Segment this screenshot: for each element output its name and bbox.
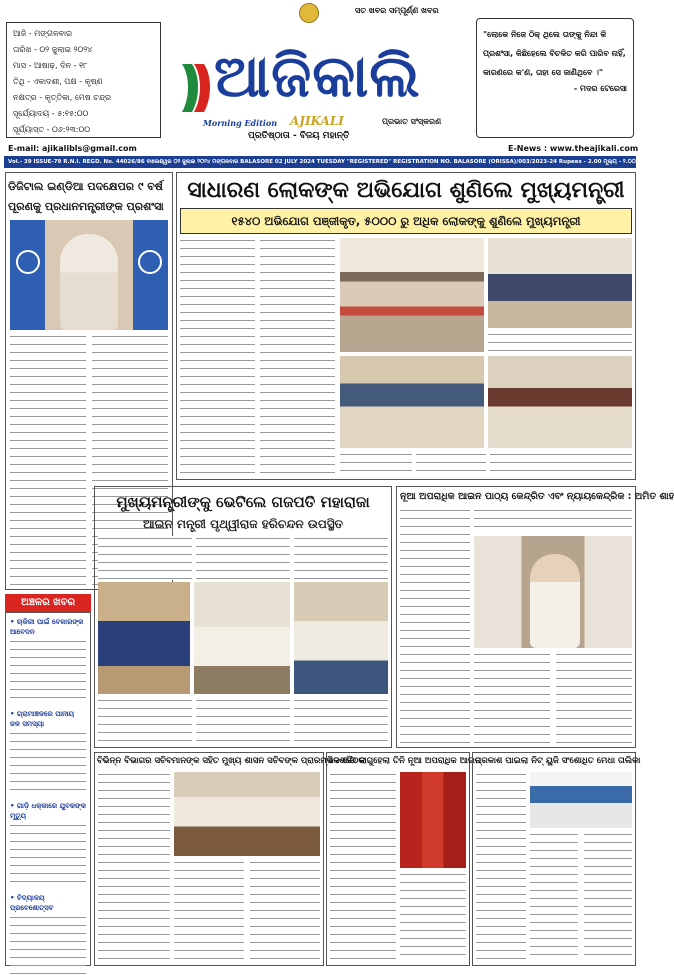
result-photo: [530, 772, 632, 828]
modi-photo: [10, 220, 168, 330]
emblem-icon: [299, 3, 319, 23]
lead-col-5: [416, 452, 486, 476]
left-story-headline-1: ଡିଜିଟାଲ ଇଣ୍ଡିଆ ପଦକ୍ଷେପର ୯ ବର୍ଷ: [8, 180, 163, 193]
lead-subheadline-box: [180, 208, 632, 234]
meeting-col-1: [98, 772, 170, 960]
result-col-1: [476, 772, 526, 960]
grievance-photo-1: [340, 238, 484, 352]
gajapati-col-3: [294, 536, 388, 580]
gajapati-photo-1: [98, 582, 190, 694]
almanac-line-3: ମାସ - ଆଷାଢ଼, ଦିନ - ୧୮: [13, 61, 88, 70]
brief-body-2: [10, 731, 86, 795]
lead-col-6: [490, 452, 632, 476]
brief-body-4: [10, 915, 86, 975]
left-story-body: [10, 334, 86, 586]
quote-author: - ମଦର ଟେରେସା: [573, 84, 627, 93]
wheel-icon-right: [138, 250, 162, 274]
modi-figure: [60, 234, 118, 330]
gajapati-col-1: [98, 536, 192, 580]
grievance-photo-2: [488, 238, 632, 328]
edition-label: Morning Edition: [203, 118, 278, 128]
gajapati-photo-3: [294, 582, 388, 694]
law-col-2: [400, 872, 466, 960]
quote-text: "ଲୋକେ ନିଜେ ଠିକ୍ ଥିଲେ ତାଙ୍କୁ ନିନ୍ଦା କି ପ୍ରଶଂସା, କିଛିହେଲେ ବିଚଳିତ କରି ପାରିବ ନାହିଁ, କାରଣରେ କ'ଣ, ତାହା ସେ ଜାଣିଥିବେ ।": [483, 30, 626, 77]
registration-line: Vol.- 39 ISSUE-79 R.N.I. REGD. No. 44026/86 ବାଲେଶ୍ୱର ୦୨ ଜୁଲାଇ ୨୦୨୪ ମଙ୍ଗଳବାର BALASORE 02 JULY 2024 TUESDAY "REGISTERED" REGISTRATION NO. BALASORE (ORISSA)/003/2023-24 Rupees - 2.00 ମୂଲ୍ୟ - ୨.୦୦: [8, 159, 636, 165]
almanac-line-2: ତାରିଖ - ୦୨ ଜୁଲାଇ ୨୦୨୪: [13, 45, 93, 54]
amit-headline: ନୂଆ ଅପରାଧିକ ଆଇନ ପାଠ୍ୟ କେନ୍ଦ୍ରିତ ଏବଂ ନ୍ୟାୟକେନ୍ଦ୍ରିକ : ଅମିତ ଶାହ: [400, 491, 674, 502]
result-headline: ପ୍ରକାଶ ପାଇଲା ନିଟ୍ ୟୁଜି ସଂଶୋଧିତ ମେଧା ତାଲିକା: [475, 756, 641, 766]
grievance-photo-3: [340, 356, 484, 448]
meeting-headline: ବିଭିନ୍ନ ବିଭାଗର ସଚିବମାନଙ୍କ ସହିତ ମୁଖ୍ୟ ଶାସନ ସଚିବଙ୍କ ପ୍ରାରମ୍ଭିକ ବୈଠକ: [97, 756, 365, 766]
almanac-line-1: ଆଜି - ମଙ୍ଗଳବାର: [13, 29, 73, 38]
lead-col-3: [488, 332, 632, 352]
result-col-2: [530, 832, 578, 960]
enews-address: E-News : www.theajikali.com: [508, 144, 639, 153]
lead-subheadline: ୧୫୪୦ ଅଭିଯୋଗ ପଞ୍ଜୀକୃତ, ୫୦୦୦ ରୁ ଅଧିକ ଲୋକଙ୍କୁ ଶୁଣିଲେ ମୁଖ୍ୟମନ୍ତ୍ରୀ: [231, 214, 581, 228]
almanac-line-7: ସୂର୍ଯ୍ୟାସ୍ତ - ୦୬:୨୩:୦୦: [13, 125, 91, 134]
almanac-line-6: ସୂର୍ଯ୍ୟୋଦୟ - ୫:୧୫:୦୦: [13, 109, 89, 118]
almanac-line-5: ନକ୍ଷତ୍ର - କୃତ୍ତିକା, ମେଷ ଚନ୍ଦ୍ର: [13, 93, 112, 102]
edition-odia: ପ୍ରଭାତ ସଂସ୍କରଣ: [382, 117, 442, 126]
brief-body-3: [10, 823, 86, 887]
lead-col-1: [180, 238, 255, 476]
meeting-photo: [174, 772, 320, 856]
gajapati-col-2: [196, 536, 290, 580]
gajapati-col-5: [196, 698, 290, 744]
law-col-1: [330, 772, 396, 960]
email-address: E-mail: ajikalibls@gmail.com: [8, 144, 137, 153]
meeting-col-2: [174, 860, 244, 960]
lead-col-4: [340, 452, 412, 476]
gajapati-col-4: [98, 698, 192, 744]
brief-box: [5, 612, 91, 966]
quote-box: [476, 18, 634, 138]
amit-col-2: [474, 508, 632, 532]
amit-col-4: [556, 652, 632, 744]
gajapati-photo-2: [194, 582, 290, 694]
brief-item-2: • ଗ୍ରାମାଞ୍ଚଳରେ ପାନୀୟ ଜଳ ସମସ୍ୟା: [10, 710, 75, 728]
wheel-icon-left: [16, 250, 40, 274]
meeting-col-3: [250, 860, 320, 960]
left-story-headline-2: ପୂରଣକୁ ପ୍ରଧାନମନ୍ତ୍ରୀଙ୍କ ପ୍ରଶଂସା: [8, 200, 164, 213]
logo-flag-icon: [178, 58, 214, 118]
gajapati-subheadline: ଆଇନ ମନ୍ତ୍ରୀ ପୃଥ୍ୱୀରାଜ ହରିଚନ୍ଦନ ଉପସ୍ଥିତ: [142, 517, 344, 531]
amit-photo: [474, 536, 632, 648]
brief-item-1: • ଚାକିରୀ ପାଇଁ ବେକାରଙ୍କ ଆବେଦନ: [10, 618, 84, 636]
brief-title: ଅଞ୍ଚଳର ଖବର: [20, 597, 76, 608]
masthead-logo: ଆଜିକାଲି: [214, 42, 421, 110]
brief-title-bar: [5, 594, 91, 612]
lead-headline: ସାଧାରଣ ଲୋକଙ୍କ ଅଭିଯୋଗ ଶୁଣିଲେ ମୁଖ୍ୟମନ୍ତ୍ରୀ: [187, 178, 625, 203]
amit-col-1: [400, 508, 470, 744]
grievance-photo-4: [488, 356, 632, 448]
amit-figure: [530, 554, 580, 648]
gajapati-headline: ମୁଖ୍ୟମନ୍ତ୍ରୀଙ୍କୁ ଭେଟିଲେ ଗଜପତି ମହାରାଜା: [116, 493, 370, 511]
amit-col-3: [474, 652, 550, 744]
law-headline: ଦେଶରେ ଲାଗୁହେଲା ତିନି ନୂଆ ଅପରାଧିକ ଆଇନ: [329, 756, 481, 766]
gajapati-col-6: [294, 698, 388, 744]
brief-item-4: • ବିଦ୍ୟାଳୟ ପ୍ରବେଶୋତ୍ସବ: [10, 894, 54, 912]
result-col-3: [584, 832, 632, 960]
almanac-line-4: ତିଥି - ଏକାଦଶୀ, ପକ୍ଷ - କୃଷ୍ଣ: [13, 77, 103, 86]
almanac-box: [6, 22, 161, 138]
founder-line: ପ୍ରତିଷ୍ଠାତା - ବିଜୟ ମହାନ୍ତି: [248, 131, 350, 141]
brief-item-3: • ଗାଡ଼ି ଧକ୍କାରେ ଯୁବକଙ୍କ ମୃତ୍ୟୁ: [10, 802, 87, 820]
registration-bar: [4, 156, 636, 168]
lead-col-2: [260, 238, 335, 476]
brief-body-1: [10, 639, 86, 703]
law-books-photo: [400, 772, 466, 868]
tagline: ସତ ଖବର ସମ୍ପୂର୍ଣ୍ଣ ଖବର: [355, 6, 439, 15]
brand-latin: AJIKALI: [290, 114, 344, 128]
